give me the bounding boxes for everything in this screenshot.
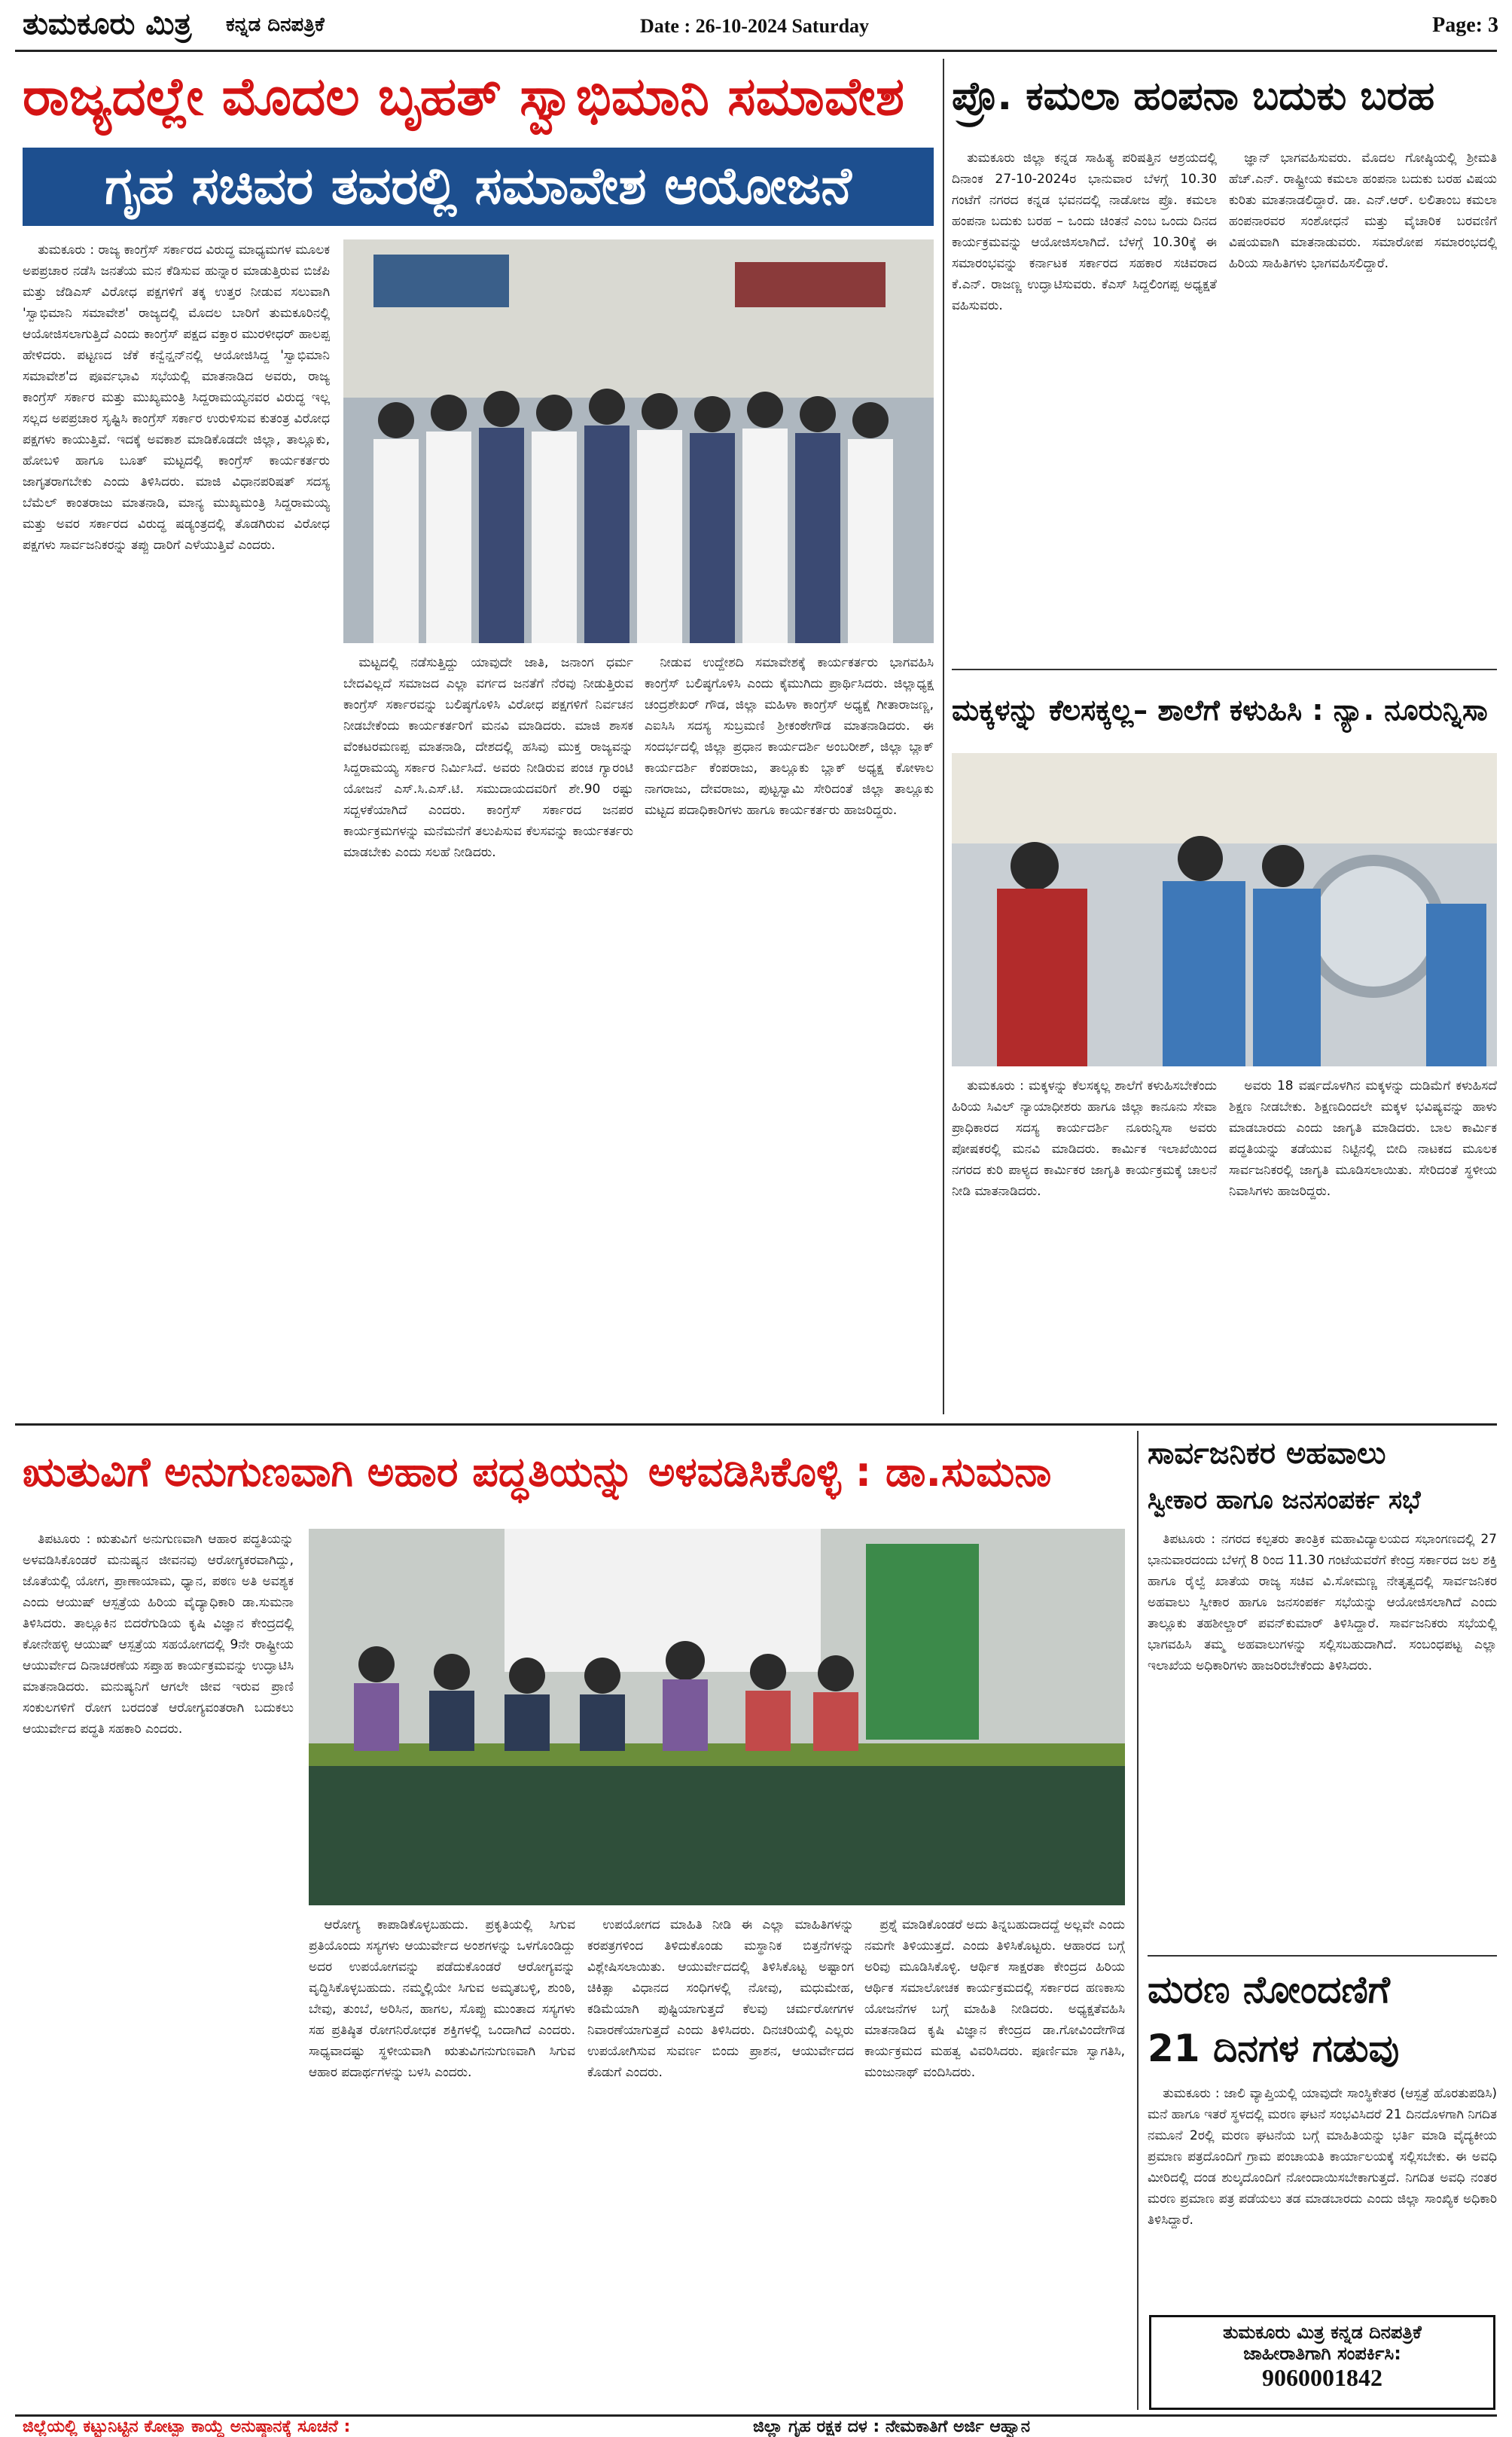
advert-box	[1149, 2315, 1495, 2410]
story3-col1-text: ತುಮಕೂರು : ಮಕ್ಕಳನ್ನು ಕೆಲಸಕ್ಕಲ್ಲ ಶಾಲೆಗೆ ಕಳುಹಿಸಬೇಕೆಂದು ಹಿರಿಯ ಸಿವಿಲ್ ನ್ಯಾಯಾಧೀಶರು ಹಾಗೂ ಜಿಲ್ಲಾ ಕಾನೂನು ಸೇವಾ ಪ್ರಾಧಿಕಾರದ ಸದಸ್ಯ ಕಾರ್ಯದರ್ಶಿ ನೂರುನ್ನಿಸಾ ಅವರು ಪೋಷಕರಲ್ಲಿ ಮನವಿ ಮಾಡಿದರು. ಕಾರ್ಮಿಕ ಇಲಾಖೆಯಿಂದ ನಗರದ ಕುರಿ ಪಾಳ್ಯದ ಕಾರ್ಮಿಕರ ಜಾಗೃತಿ ಕಾರ್ಯಕ್ರಮಕ್ಕೆ ಚಾಲನೆ ನೀಡಿ ಮಾತನಾಡಿದರು.	[952, 1078, 1217, 1199]
issue-date: Date : 26-10-2024 Saturday	[640, 15, 870, 37]
advert-subtitle: ಜಾಹೀರಾತಿಗಾಗಿ ಸಂಪರ್ಕಿಸಿ:	[1243, 2343, 1401, 2364]
masthead-tagline: ಕನ್ನಡ ದಿನಪತ್ರಿಕೆ	[226, 14, 325, 36]
story6-body-text: ತುಮಕೂರು : ಜಾಲಿ ವ್ಯಾಪ್ತಿಯಲ್ಲಿ ಯಾವುದೇ ಸಾಂಸ್ಥಿಕೇತರ (ಆಸ್ಪತ್ರೆ ಹೊರತುಪಡಿಸಿ) ಮನೆ ಹಾಗೂ ಇತರೆ ಸ್ಥಳದಲ್ಲಿ ಮರಣ ಘಟನೆ ಸಂಭವಿಸಿದರೆ 21 ದಿನದೊಳಗಾಗಿ ನಿಗದಿತ ನಮೂನೆ 2ರಲ್ಲಿ ಮರಣ ಘಟನೆಯ ಬಗ್ಗೆ ಮಾಹಿತಿಯನ್ನು ಭರ್ತಿ ಮಾಡಿ ವೈದ್ಯಕೀಯ ಪ್ರಮಾಣ ಪತ್ರದೊಂದಿಗೆ ಗ್ರಾಮ ಪಂಚಾಯತಿ ಕಾರ್ಯಾಲಯಕ್ಕೆ ಸಲ್ಲಿಸಬೇಕು. ಈ ಅವಧಿ ಮೀರಿದಲ್ಲಿ ದಂಡ ಶುಲ್ಕದೊಂದಿಗೆ ನೋಂದಾಯಿಸಬೇಕಾಗುತ್ತದೆ. ನಿಗದಿತ ಅವಧಿ ನಂತರ ಮರಣ ಪ್ರಮಾಣ ಪತ್ರ ಪಡೆಯಲು ತಡ ಮಾಡಬಾರದು ಎಂದು ಜಿಲ್ಲಾ ಸಾಂಖ್ಯಿಕ ಅಧಿಕಾರಿ ತಿಳಿಸಿದ್ದಾರೆ.	[1148, 2086, 1497, 2228]
advert-phone: 9060001842	[1262, 2364, 1382, 2391]
section-rule	[15, 2414, 1497, 2417]
section-rule	[15, 1423, 1497, 1426]
section-divider	[952, 669, 1497, 670]
story3-col2	[1229, 1075, 1497, 1414]
story2-col1	[952, 148, 1217, 663]
story5-headline-2: ಸ್ವೀಕಾರ ಹಾಗೂ ಜನಸಂಪರ್ಕ ಸಭೆ	[1148, 1485, 1421, 1515]
story3-col1	[952, 1075, 1217, 1414]
story4-col4	[864, 1914, 1125, 2410]
story1-col2-text: ಮಟ್ಟದಲ್ಲಿ ನಡೆಸುತ್ತಿದ್ದು ಯಾವುದೇ ಜಾತಿ, ಜನಾಂಗ ಧರ್ಮ ಬೇದವಿಲ್ಲದೆ ಸಮಾಜದ ಎಲ್ಲಾ ವರ್ಗದ ಜನತೆಗೆ ನೆರವು ನೀಡುತ್ತಿರುವ ಕಾಂಗ್ರೆಸ್ ಸರ್ಕಾರವನ್ನು ಬಲಿಷ್ಠಗೊಳಿಸಿ ವಿರೋಧ ಪಕ್ಷಗಳಿಗೆ ನಿರ್ವಚನ ನೀಡಬೇಕೆಂದು ಕಾರ್ಯಕರ್ತರಿಗೆ ಮನವಿ ಮಾಡಿದರು. ಮಾಜಿ ಶಾಸಕ ವೆಂಕಟರಮಣಪ್ಪ ಮಾತನಾಡಿ, ದೇಶದಲ್ಲಿ ಹಸಿವು ಮುಕ್ತ ರಾಜ್ಯವನ್ನು ಸಿದ್ದರಾಮಯ್ಯ ಸರ್ಕಾರ ನಿರ್ಮಿಸಿದೆ. ಅವರು ನೀಡಿರುವ ಪಂಚ ಗ್ಯಾರಂಟಿ ಯೋಜನೆ ಎಸ್.ಸಿ.ಎಸ್.ಟಿ. ಸಮುದಾಯದವರಿಗೆ ಶೇ.90 ರಷ್ಟು ಸದ್ಬಳಕೆಯಾಗಿದೆ ಎಂದರು. ಕಾಂಗ್ರೆಸ್ ಸರ್ಕಾರದ ಜನಪರ ಕಾರ್ಯಕ್ರಮಗಳನ್ನು ಮನೆಮನೆಗೆ ತಲುಪಿಸುವ ಕೆಲಸವನ್ನು ಕಾರ್ಯಕರ್ತರು ಮಾಡಬೇಕು ಎಂದು ಸಲಹೆ ನೀಡಿದರು.	[343, 655, 633, 860]
story4-col1	[23, 1529, 294, 2410]
story2-col1-text: ತುಮಕೂರು ಜಿಲ್ಲಾ ಕನ್ನಡ ಸಾಹಿತ್ಯ ಪರಿಷತ್ತಿನ ಆಶ್ರಯದಲ್ಲಿ ದಿನಾಂಕ 27-10-2024ರ ಭಾನುವಾರ ಬೆಳಗ್ಗೆ 10.30 ಗಂಟೆಗೆ ನಗರದ ಕನ್ನಡ ಭವನದಲ್ಲಿ ನಾಡೋಜ ಪ್ರೊ. ಕಮಲಾ ಹಂಪನಾ ಬದುಕು ಬರಹ – ಒಂದು ಚಿಂತನೆ ಎಂಬ ಒಂದು ದಿನದ ಕಾರ್ಯಕ್ರಮವನ್ನು ಆಯೋಜಿಸಲಾಗಿದೆ. ಬೆಳಗ್ಗೆ 10.30ಕ್ಕೆ ಈ ಸಮಾರಂಭವನ್ನು ಕರ್ನಾಟಕ ಸರ್ಕಾರದ ಸಹಕಾರ ಸಚಿವರಾದ ಕೆ.ಎನ್. ರಾಜಣ್ಣ ಉದ್ಘಾಟಿಸುವರು. ಕೆಎಸ್ ಸಿದ್ದಲಿಂಗಪ್ಪ ಅಧ್ಯಕ್ಷತೆ ವಹಿಸುವರು.	[952, 151, 1217, 313]
story1-col2	[343, 652, 633, 1414]
story2-col2	[1229, 148, 1497, 663]
story4-col1-text: ತಿಪಟೂರು : ಋತುವಿಗೆ ಅನುಗುಣವಾಗಿ ಆಹಾರ ಪದ್ಧತಿಯನ್ನು ಅಳವಡಿಸಿಕೊಂಡರೆ ಮನುಷ್ಯನ ಜೀವನವು ಆರೋಗ್ಯಕರವಾಗಿದ್ದು, ಜೊತೆಯಲ್ಲಿ ಯೋಗ, ಪ್ರಾಣಾಯಾಮ, ಧ್ಯಾನ, ಪಠಣ ಅತಿ ಅವಶ್ಯಕ ಎಂದು ಆಯುಷ್ ಆಸ್ಪತ್ರೆಯ ಹಿರಿಯ ವೈದ್ಯಾಧಿಕಾರಿ ಡಾ.ಸುಮನಾ ತಿಳಿಸಿದರು. ತಾಲ್ಲೂಕಿನ ಬಿದರೆಗುಡಿಯ ಕೃಷಿ ವಿಜ್ಞಾನ ಕೇಂದ್ರದಲ್ಲಿ ಕೋನೇಹಳ್ಳಿ ಆಯುಷ್ ಆಸ್ಪತ್ರೆಯ ಸಹಯೋಗದಲ್ಲಿ 9ನೇ ರಾಷ್ಟ್ರೀಯ ಆಯುರ್ವೇದ ದಿನಾಚರಣೆಯ ಸಪ್ತಾಹ ಕಾರ್ಯಕ್ರಮವನ್ನು ಉದ್ಘಾಟಿಸಿ ಮಾತನಾಡಿದರು. ಮನುಷ್ಯನಿಗೆ ಆಗಲೇ ಜೀವ ಇರುವ ಪ್ರಾಣಿ ಸಂಕುಲಗಳಿಗೆ ರೋಗ ಬರದಂತೆ ಆರೋಗ್ಯವಂತರಾಗಿ ಬದುಕಲು ಆಯುರ್ವೇದ ಪದ್ಧತಿ ಸಹಕಾರಿ ಎಂದರು.	[23, 1532, 294, 1737]
story3-photo	[952, 753, 1497, 1066]
story4-col3	[587, 1914, 854, 2410]
story4-col2-text: ಆರೋಗ್ಯ ಕಾಪಾಡಿಕೊಳ್ಳಬಹುದು. ಪ್ರಕೃತಿಯಲ್ಲಿ ಸಿಗುವ ಪ್ರತಿಯೊಂದು ಸಸ್ಯಗಳು ಆಯುರ್ವೇದ ಅಂಶಗಳನ್ನು ಒಳಗೊಂಡಿದ್ದು ಅದರ ಉಪಯೋಗವನ್ನು ಪಡೆದುಕೊಂಡರೆ ಆರೋಗ್ಯವನ್ನು ವೃದ್ಧಿಸಿಕೊಳ್ಳಬಹುದು. ನಮ್ಮಲ್ಲಿಯೇ ಸಿಗುವ ಅಮೃತಬಳ್ಳಿ, ಶುಂಠಿ, ಬೇವು, ತುಂಬೆ, ಅರಿಸಿನ, ಹಾಗಲ, ಸೊಪ್ಪು ಮುಂತಾದ ಸಸ್ಯಗಳು ಸಹ ಪ್ರತಿಷ್ಠಿತ ರೋಗನಿರೋಧಕ ಶಕ್ತಿಗಳಲ್ಲಿ ಒಂದಾಗಿದೆ ಎಂದರು. ಸಾಧ್ಯವಾದಷ್ಟು ಸ್ಥಳೀಯವಾಗಿ ಋತುವಿಗನುಗುಣವಾಗಿ ಸಿಗುವ ಆಹಾರ ಪದಾರ್ಥಗಳನ್ನು ಬಳಸಿ ಎಂದರು.	[309, 1917, 575, 2080]
story4-headline: ಋತುವಿಗೆ ಅನುಗುಣವಾಗಿ ಅಹಾರ ಪದ್ಧತಿಯನ್ನು ಅಳವಡಿಸಿಕೊಳ್ಳಿ : ಡಾ.ಸುಮನಾ	[23, 1448, 1052, 1496]
masthead-rule	[15, 50, 1497, 52]
story6-body	[1148, 2083, 1497, 2309]
story6-headline-2: 21 ದಿನಗಳ ಗಡುವು	[1148, 2027, 1400, 2070]
page-number: Page: 3	[1432, 14, 1498, 37]
story2-headline: ಪ್ರೊ. ಕಮಲಾ ಹಂಪನಾ ಬದುಕು ಬರಹ	[952, 74, 1435, 119]
story7-headline: ಜಿಲ್ಲೆಯಲ್ಲಿ ಕಟ್ಟುನಿಟ್ಟಿನ ಕೋಟ್ಪಾ ಕಾಯ್ದೆ ಅನುಷ್ಠಾನಕ್ಕೆ ಸೂಚನೆ :	[23, 2417, 351, 2436]
story1-col3-text: ನೀಡುವ ಉದ್ದೇಶದಿ ಸಮಾವೇಶಕ್ಕೆ ಕಾರ್ಯಕರ್ತರು ಭಾಗವಹಿಸಿ ಕಾಂಗ್ರೆಸ್ ಬಲಿಷ್ಠಗೊಳಿಸಿ ಎಂದು ಕೈಮುಗಿದು ಪ್ರಾರ್ಥಿಸಿದರು. ಜಿಲ್ಲಾಧ್ಯಕ್ಷ ಚಂದ್ರಶೇಖರ್ ಗೌಡ, ಜಿಲ್ಲಾ ಮಹಿಳಾ ಕಾಂಗ್ರೆಸ್ ಅಧ್ಯಕ್ಷೆ ಗೀತಾರಾಜಣ್ಣ, ಎಐಸಿಸಿ ಸದಸ್ಯ ಸುಬ್ರಮಣಿ ಶ್ರೀಕಂಠೇಗೌಡ ಮಾತನಾಡಿದರು. ಈ ಸಂದರ್ಭದಲ್ಲಿ ಜಿಲ್ಲಾ ಪ್ರಧಾನ ಕಾರ್ಯದರ್ಶಿ ಅಂಬರೀಶ್, ಜಿಲ್ಲಾ ಬ್ಲಾಕ್ ಕಾರ್ಯದರ್ಶಿ ಕೆಂಪರಾಜು, ತಾಲ್ಲೂಕು ಬ್ಲಾಕ್ ಅಧ್ಯಕ್ಷ ಕೋಳಾಲ ನಾಗರಾಜು, ದೇವರಾಜು, ಪುಟ್ಟಸ್ವಾಮಿ ಸೇರಿದಂತೆ ಜಿಲ್ಲಾ ತಾಲ್ಲೂಕು ಮಟ್ಟದ ಪದಾಧಿಕಾರಿಗಳು ಹಾಗೂ ಕಾರ್ಯಕರ್ತರು ಹಾಜರಿದ್ದರು.	[645, 655, 934, 818]
story1-headline: ರಾಜ್ಯದಲ್ಲೇ ಮೊದಲ ಬೃಹತ್ ಸ್ವಾಭಿಮಾನಿ ಸಮಾವೇಶ	[23, 66, 904, 127]
section-divider	[1148, 1955, 1497, 1957]
story4-col2	[309, 1914, 575, 2410]
story1-col1-text: ತುಮಕೂರು : ರಾಜ್ಯ ಕಾಂಗ್ರೆಸ್ ಸರ್ಕಾರದ ವಿರುದ್ಧ ಮಾಧ್ಯಮಗಳ ಮೂಲಕ ಅಪಪ್ರಚಾರ ನಡೆಸಿ ಜನತೆಯ ಮನ ಕೆಡಿಸುವ ಹುನ್ನಾರ ಮಾಡುತ್ತಿರುವ ಬಿಜೆಪಿ ಮತ್ತು ಜೆಡಿಎಸ್ ವಿರೋಧ ಪಕ್ಷಗಳಿಗೆ ತಕ್ಕ ಉತ್ತರ ನೀಡುವ ಸಲುವಾಗಿ 'ಸ್ವಾಭಿಮಾನಿ ಸಮಾವೇಶ' ರಾಜ್ಯದಲ್ಲಿ ಮೊದಲ ಬಾರಿಗೆ ತುಮಕೂರಿನಲ್ಲಿ ಆಯೋಜಿಸಲಾಗುತ್ತಿದೆ ಎಂದು ಕಾಂಗ್ರೆಸ್ ಪಕ್ಷದ ವಕ್ತಾರ ಮುರಳೀಧರ್ ಹಾಲಪ್ಪ ಹೇಳಿದರು. ಪಟ್ಟಣದ ಜೆಕೆ ಕನ್ವೆನ್ಷನ್‌ನಲ್ಲಿ ಆಯೋಜಿಸಿದ್ದ 'ಸ್ವಾಭಿಮಾನಿ ಸಮಾವೇಶ'ದ ಪೂರ್ವಭಾವಿ ಸಭೆಯಲ್ಲಿ ಮಾತನಾಡಿದ ಅವರು, ರಾಜ್ಯ ಕಾಂಗ್ರೆಸ್ ಸರ್ಕಾರ ಮತ್ತು ಮುಖ್ಯಮಂತ್ರಿ ಸಿದ್ದರಾಮಯ್ಯನವರ ವಿರುದ್ಧ ಇಲ್ಲ ಸಲ್ಲದ ಅಪಪ್ರಚಾರ ಸೃಷ್ಟಿಸಿ ಕಾಂಗ್ರೆಸ್ ಸರ್ಕಾರ ಉರುಳಿಸುವ ಕುತಂತ್ರ ವಿರೋಧ ಪಕ್ಷಗಳು ಕಾಯುತ್ತಿವೆ. ಇದಕ್ಕೆ ಅವಕಾಶ ಮಾಡಿಕೊಡದೇ ಜಿಲ್ಲಾ, ತಾಲ್ಲೂಕು, ಹೋಬಳಿ ಹಾಗೂ ಬೂತ್ ಮಟ್ಟದಲ್ಲಿ ಕಾಂಗ್ರೆಸ್ ಕಾರ್ಯಕರ್ತರು ಜಾಗೃತರಾಗಬೇಕು ಎಂದು ತಿಳಿಸಿದರು. ಮಾಜಿ ವಿಧಾನಪರಿಷತ್ ಸದಸ್ಯ ಬೆಮೆಲ್ ಕಾಂತರಾಜು ಮಾತನಾಡಿ, ಮಾನ್ಯ ಮುಖ್ಯಮಂತ್ರಿ ಸಿದ್ದರಾಮಯ್ಯ ಮತ್ತು ಅವರ ಸರ್ಕಾರದ ವಿರುದ್ಧ ಷಡ್ಯಂತ್ರದಲ್ಲಿ ತೊಡಗಿರುವ ವಿರೋಧ ಪಕ್ಷಗಳು ಸಾರ್ವಜನಿಕರನ್ನು ತಪ್ಪು ದಾರಿಗೆ ಎಳೆಯುತ್ತಿವೆ ಎಂದರು.	[23, 242, 330, 553]
story4-col3-text: ಉಪಯೋಗದ ಮಾಹಿತಿ ನೀಡಿ ಈ ಎಲ್ಲಾ ಮಾಹಿತಿಗಳನ್ನು ಕರಪತ್ರಗಳಿಂದ ತಿಳಿದುಕೊಂಡು ಮಸ್ಥಾನಿಕ ಬಿತ್ತನೆಗಳನ್ನು ವಿಶ್ಲೇಷಿಸಲಾಯಿತು. ಆಯುರ್ವೇದದಲ್ಲಿ ತಿಳಿಸಿಕೊಟ್ಟ ಅಷ್ಟಾಂಗ ಚಿಕಿತ್ಸಾ ವಿಧಾನದ ಸಂಧಿಗಳಲ್ಲಿ ನೋವು, ಮಧುಮೇಹ, ಕಡಿಮೆಯಾಗಿ ಪುಷ್ಟಿಯಾಗುತ್ತದೆ ಕೆಲವು ಚರ್ಮರೋಗಗಳ ನಿವಾರಣೆಯಾಗುತ್ತದೆ ಎಂದು ತಿಳಿಸಿದರು. ದಿನಚರಿಯಲ್ಲಿ ಎಲ್ಲರು ಉಪಯೋಗಿಸುವ ಸುವರ್ಣ ಬಿಂದು ಪ್ರಾಶನ, ಆಯುರ್ವೇದದ ಕೊಡುಗೆ ಎಂದರು.	[587, 1917, 854, 2080]
story4-col4-text: ಪ್ರಶ್ನೆ ಮಾಡಿಕೊಂಡರೆ ಅದು ತಿನ್ನಬಹುದಾದದ್ದೆ ಅಲ್ಲವೇ ಎಂದು ನಮಗೇ ತಿಳಿಯುತ್ತದೆ. ಎಂದು ತಿಳಿಸಿಕೊಟ್ಟರು. ಆಹಾರದ ಬಗ್ಗೆ ಅರಿವು ಮೂಡಿಸಿಕೊಳ್ಳಿ. ಆರ್ಥಿಕ ಸಾಕ್ಷರತಾ ಕೇಂದ್ರದ ಹಿರಿಯ ಆರ್ಥಿಕ ಸಮಾಲೋಚಕ ಕಾರ್ಯಕ್ರಮದಲ್ಲಿ ಸರ್ಕಾರದ ಹಣಕಾಸು ಯೋಜನೆಗಳ ಬಗ್ಗೆ ಮಾಹಿತಿ ನೀಡಿದರು. ಅಧ್ಯಕ್ಷತೆವಹಿಸಿ ಮಾತನಾಡಿದ ಕೃಷಿ ವಿಜ್ಞಾನ ಕೇಂದ್ರದ ಡಾ.ಗೋವಿಂದೇಗೌಡ ಕಾರ್ಯಕ್ರಮದ ಮಹತ್ವ ವಿವರಿಸಿದರು. ಪೂರ್ಣಿಮಾ ಸ್ವಾಗತಿಸಿ, ಮಂಜುನಾಥ್ ವಂದಿಸಿದರು.	[864, 1917, 1125, 2080]
advert-title: ತುಮಕೂರು ಮಿತ್ರ ಕನ್ನಡ ದಿನಪತ್ರಿಕೆ	[1223, 2322, 1422, 2343]
story1-col1	[23, 239, 330, 1414]
story1-subhead: ಗೃಹ ಸಚಿವರ ತವರಲ್ಲಿ ಸಮಾವೇಶ ಆಯೋಜನೆ	[23, 148, 934, 226]
story2-col2-text: ಜ್ಞಾನ್ ಭಾಗವಹಿಸುವರು. ಮೊದಲ ಗೋಷ್ಠಿಯಲ್ಲಿ ಶ್ರೀಮತಿ ಹೆಚ್.ಎನ್. ರಾಷ್ಟ್ರೀಯ ಕಮಲಾ ಹಂಪನಾ ಬದುಕು ಬರಹ ವಿಷಯ ಕುರಿತು ಮಾತನಾಡಲಿದ್ದಾರೆ. ಡಾ. ಎನ್.ಆರ್. ಲಲಿತಾಂಬ ಕಮಲಾ ಹಂಪನಾರವರ ಸಂಶೋಧನೆ ಮತ್ತು ವೈಚಾರಿಕ ಬರವಣಿಗೆ ವಿಷಯವಾಗಿ ಮಾತನಾಡುವರು. ಸಮಾರೋಪ ಸಮಾರಂಭದಲ್ಲಿ ಹಿರಿಯ ಸಾಹಿತಿಗಳು ಭಾಗವಹಿಸಲಿದ್ದಾರೆ.	[1229, 151, 1497, 271]
column-divider	[943, 59, 944, 1414]
story4-photo	[309, 1529, 1125, 1905]
story5-body-text: ತಿಪಟೂರು : ನಗರದ ಕಲ್ಪತರು ತಾಂತ್ರಿಕ ಮಹಾವಿದ್ಯಾಲಯದ ಸಭಾಂಗಣದಲ್ಲಿ 27 ಭಾನುವಾರದಂದು ಬೆಳಗ್ಗೆ 8 ರಿಂದ 11.30 ಗಂಟೆಯವರೆಗೆ ಕೇಂದ್ರ ಸರ್ಕಾರದ ಜಲ ಶಕ್ತಿ ಹಾಗೂ ರೈಲ್ವೆ ಖಾತೆಯ ರಾಜ್ಯ ಸಚಿವ ವಿ.ಸೋಮಣ್ಣ ನೇತೃತ್ವದಲ್ಲಿ ಸಾರ್ವಜನಿಕರ ಅಹವಾಲು ಸ್ವೀಕಾರ ಹಾಗೂ ಜನಸಂಪರ್ಕ ಸಭೆಯನ್ನು ಆಯೋಜಿಸಲಾಗಿದೆ ಎಂದು ತಾಲ್ಲೂಕು ತಹಶೀಲ್ದಾರ್ ಪವನ್‌ಕುಮಾರ್ ತಿಳಿಸಿದ್ದಾರೆ. ಸಾರ್ವಜನಿಕರು ಸಭೆಯಲ್ಲಿ ಭಾಗವಹಿಸಿ ತಮ್ಮ ಅಹವಾಲುಗಳನ್ನು ಸಲ್ಲಿಸಬಹುದಾಗಿದೆ. ಸಂಬಂಧಪಟ್ಟ ಎಲ್ಲಾ ಇಲಾಖೆಯ ಅಧಿಕಾರಿಗಳು ಹಾಜರಿರಬೇಕೆಂದು ತಿಳಿಸಿದರು.	[1148, 1532, 1497, 1673]
story1-photo	[343, 239, 934, 643]
story3-headline: ಮಕ್ಕಳನ್ನು ಕೆಲಸಕ್ಕಲ್ಲ– ಶಾಲೆಗೆ ಕಳುಹಿಸಿ : ನ್ಯಾ. ನೂರುನ್ನಿಸಾ	[952, 694, 1488, 727]
story3-col2-text: ಅವರು 18 ವರ್ಷದೊಳಗಿನ ಮಕ್ಕಳನ್ನು ದುಡಿಮೆಗೆ ಕಳುಹಿಸದೆ ಶಿಕ್ಷಣ ನೀಡಬೇಕು. ಶಿಕ್ಷಣದಿಂದಲೇ ಮಕ್ಕಳ ಭವಿಷ್ಯವನ್ನು ಹಾಳು ಮಾಡಬಾರದು ಎಂದು ಜಾಗೃತಿ ಮಾಡಿದರು. ಬಾಲ ಕಾರ್ಮಿಕ ಪದ್ಧತಿಯನ್ನು ತಡೆಯುವ ನಿಟ್ಟಿನಲ್ಲಿ ಬೀದಿ ನಾಟಕದ ಮೂಲಕ ಸಾರ್ವಜನಿಕರಲ್ಲಿ ಜಾಗೃತಿ ಮೂಡಿಸಲಾಯಿತು. ಸೇರಿದಂತೆ ಸ್ಥಳೀಯ ನಿವಾಸಿಗಳು ಹಾಜರಿದ್ದರು.	[1229, 1078, 1497, 1199]
story8-headline: ಜಿಲ್ಲಾ ಗೃಹ ರಕ್ಷಕ ದಳ : ನೇಮಕಾತಿಗೆ ಅರ್ಜಿ ಆಹ್ವಾನ	[753, 2417, 1031, 2436]
column-divider	[1137, 1431, 1139, 2410]
story6-headline-1: ಮರಣ ನೋಂದಣಿಗೆ	[1148, 1968, 1390, 2012]
story5-headline-1: ಸಾರ್ವಜನಿಕರ ಅಹವಾಲು	[1148, 1436, 1386, 1471]
story5-body	[1148, 1529, 1497, 1951]
story1-col3	[645, 652, 934, 1414]
masthead-logo: ತುಮಕೂರು ಮಿತ್ರ	[23, 6, 192, 41]
